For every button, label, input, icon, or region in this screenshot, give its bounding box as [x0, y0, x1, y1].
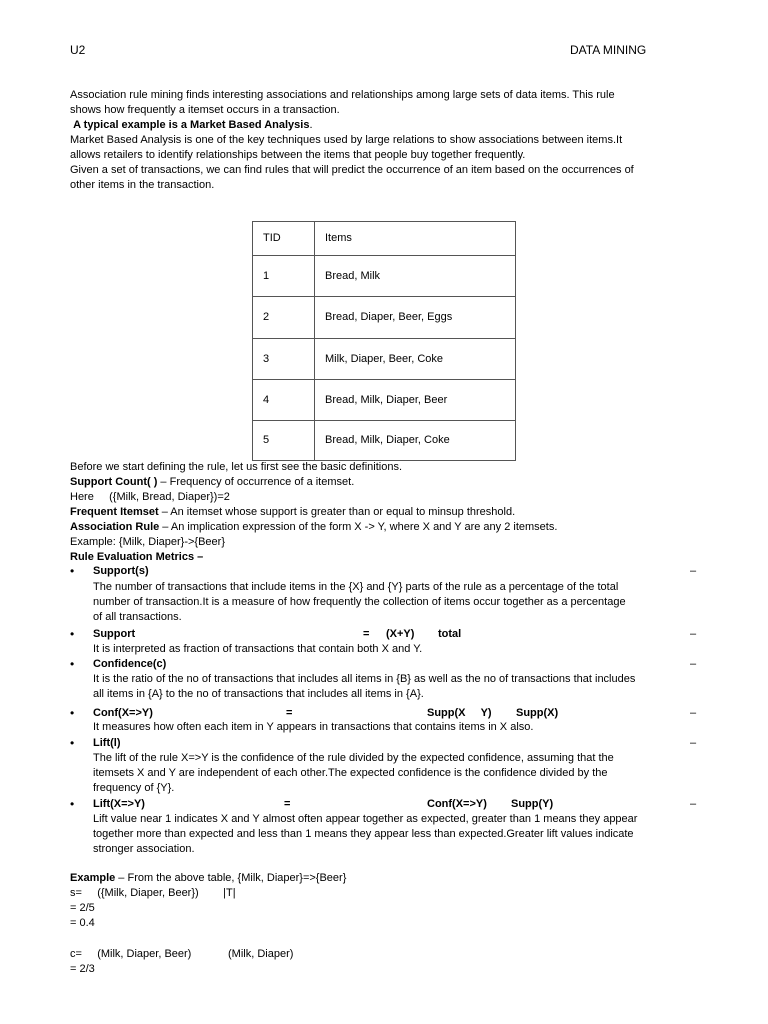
text-line: It is the ratio of the no of transactions that includes all items in {B} as well as the no of transactions that includes: [93, 673, 636, 685]
support-formula-heading: Support: [93, 628, 136, 640]
metrics-heading: Rule Evaluation Metrics –: [70, 551, 204, 563]
lift-denominator: Supp(Y): [511, 798, 554, 810]
equals-sign: =: [363, 628, 370, 640]
header-items: Items: [315, 222, 516, 256]
defs-intro: Before we start defining the rule, let us first see the basic definitions.: [70, 461, 403, 473]
text-line: frequency of {Y}.: [93, 782, 175, 794]
example-heading: Example – From the above table, {Milk, Diaper}=>{Beer}: [70, 872, 347, 884]
table-header-row: [253, 222, 516, 256]
text-line: Lift value near 1 indicates X and Y almost often appear together as expected, greater than 1 means they appear: [93, 813, 638, 825]
dash: –: [690, 628, 697, 640]
bullet-dot: •: [70, 706, 75, 720]
dash: –: [690, 737, 697, 749]
cell-tid: 3: [253, 339, 315, 380]
confidence-calc: c= (Milk, Diaper, Beer) (Milk, Diaper): [70, 948, 294, 960]
metric-support-heading: Support(s): [93, 565, 149, 577]
support-count-def: Support Count( ) – Frequency of occurrence of a itemset.: [70, 476, 355, 488]
text-line: together more than expected and less than 1 means they appear less than expected.Greater lift values indicate: [93, 828, 634, 840]
bullet-dot: •: [70, 564, 75, 578]
frequent-itemset-def: Frequent Itemset – An itemset whose support is greater than or equal to minsup threshold.: [70, 506, 516, 518]
definitions-block: [70, 460, 698, 565]
header-subject: DATA MINING: [570, 43, 647, 57]
support-numerator: (X+Y): [386, 628, 415, 640]
confidence-formula-text: It measures how often each item in Y appears in transactions that contains items in X also.: [93, 721, 534, 733]
header-unit: U2: [70, 43, 86, 57]
header-tid: TID: [253, 222, 315, 256]
cell-tid: 1: [253, 256, 315, 297]
text-line: all items in {A} to the no of transactions that includes all items in {A}.: [93, 688, 424, 700]
cell-items: Milk, Diaper, Beer, Coke: [315, 339, 516, 380]
metric-confidence-text: [93, 672, 698, 702]
support-formula-text: It is interpreted as fraction of transactions that contain both X and Y.: [93, 643, 423, 655]
metric-lift-text: [93, 751, 698, 796]
intro-line: Given a set of transactions, we can find rules that will predict the occurrence of an item based on the occurrences of: [70, 164, 634, 176]
support-fraction: = 2/5: [70, 902, 95, 914]
cell-tid: 2: [253, 297, 315, 339]
confidence-formula-heading: Conf(X=>Y): [93, 707, 153, 719]
dash: –: [690, 658, 697, 670]
text-line: The lift of the rule X=>Y is the confidence of the rule divided by the expected confidence, assuming that the: [93, 752, 614, 764]
text-line: itemsets X and Y are independent of each other.The expected confidence is the confidence divided by the: [93, 767, 608, 779]
bullet-dot: •: [70, 797, 75, 811]
dash: –: [690, 565, 697, 577]
support-value: = 0.4: [70, 917, 95, 929]
dash: –: [690, 798, 697, 810]
intro-line: Market Based Analysis is one of the key techniques used by large relations to show associations between items.It: [70, 134, 623, 146]
cell-items: Bread, Diaper, Beer, Eggs: [315, 297, 516, 339]
equals-sign: =: [284, 798, 291, 810]
cell-items: Bread, Milk, Diaper, Coke: [315, 421, 516, 461]
intro-line: other items in the transaction.: [70, 179, 215, 191]
table-row: [253, 256, 516, 297]
cell-tid: 4: [253, 380, 315, 421]
support-calc: s= ({Milk, Diaper, Beer}) |T|: [70, 887, 236, 899]
dash: –: [690, 707, 697, 719]
support-count-example: Here ({Milk, Bread, Diaper})=2: [70, 491, 230, 503]
lift-numerator: Conf(X=>Y): [427, 798, 487, 810]
table-row: [253, 297, 516, 339]
confidence-fraction: = 2/3: [70, 963, 95, 975]
intro-line: Association rule mining finds interesting associations and relationships among large sets of data items. This rule: [70, 89, 615, 101]
bullet-dot: •: [70, 657, 75, 671]
lift-formula-text: [93, 812, 698, 857]
text-line: of all transactions.: [93, 611, 182, 623]
transactions-table: [252, 221, 516, 461]
cell-items: Bread, Milk, Diaper, Beer: [315, 380, 516, 421]
equals-sign: =: [286, 707, 293, 719]
worked-example: [70, 871, 698, 977]
support-denominator: total: [438, 628, 462, 640]
table-row: [253, 380, 516, 421]
table-row: [253, 421, 516, 461]
association-rule-def: Association Rule – An implication expression of the form X -> Y, where X and Y are any 2 itemsets.: [70, 521, 558, 533]
intro-block: [70, 88, 698, 193]
lift-formula-heading: Lift(X=>Y): [93, 798, 145, 810]
intro-line: allows retailers to identify relationships between the items that people buy together frequently.: [70, 149, 526, 161]
association-rule-example: Example: {Milk, Diaper}->{Beer}: [70, 536, 225, 548]
cell-tid: 5: [253, 421, 315, 461]
example-heading: A typical example is a Market Based Analysis.: [73, 119, 313, 131]
confidence-denominator: Supp(X): [516, 707, 559, 719]
text-line: stronger association.: [93, 843, 195, 855]
metric-confidence-heading: Confidence(c): [93, 658, 167, 670]
cell-items: Bread, Milk: [315, 256, 516, 297]
intro-line: shows how frequently a itemset occurs in a transaction.: [70, 104, 340, 116]
table-row: [253, 339, 516, 380]
metric-support-text: [93, 580, 698, 625]
confidence-numerator: Supp(X Y): [427, 707, 492, 719]
metric-lift-heading: Lift(l): [93, 737, 121, 749]
bullet-dot: •: [70, 627, 75, 641]
bullet-dot: •: [70, 736, 75, 750]
text-line: The number of transactions that include items in the {X} and {Y} parts of the rule as a percentage of the total: [93, 581, 619, 593]
text-line: number of transaction.It is a measure of how frequently the collection of items occur together as a percentage: [93, 596, 626, 608]
